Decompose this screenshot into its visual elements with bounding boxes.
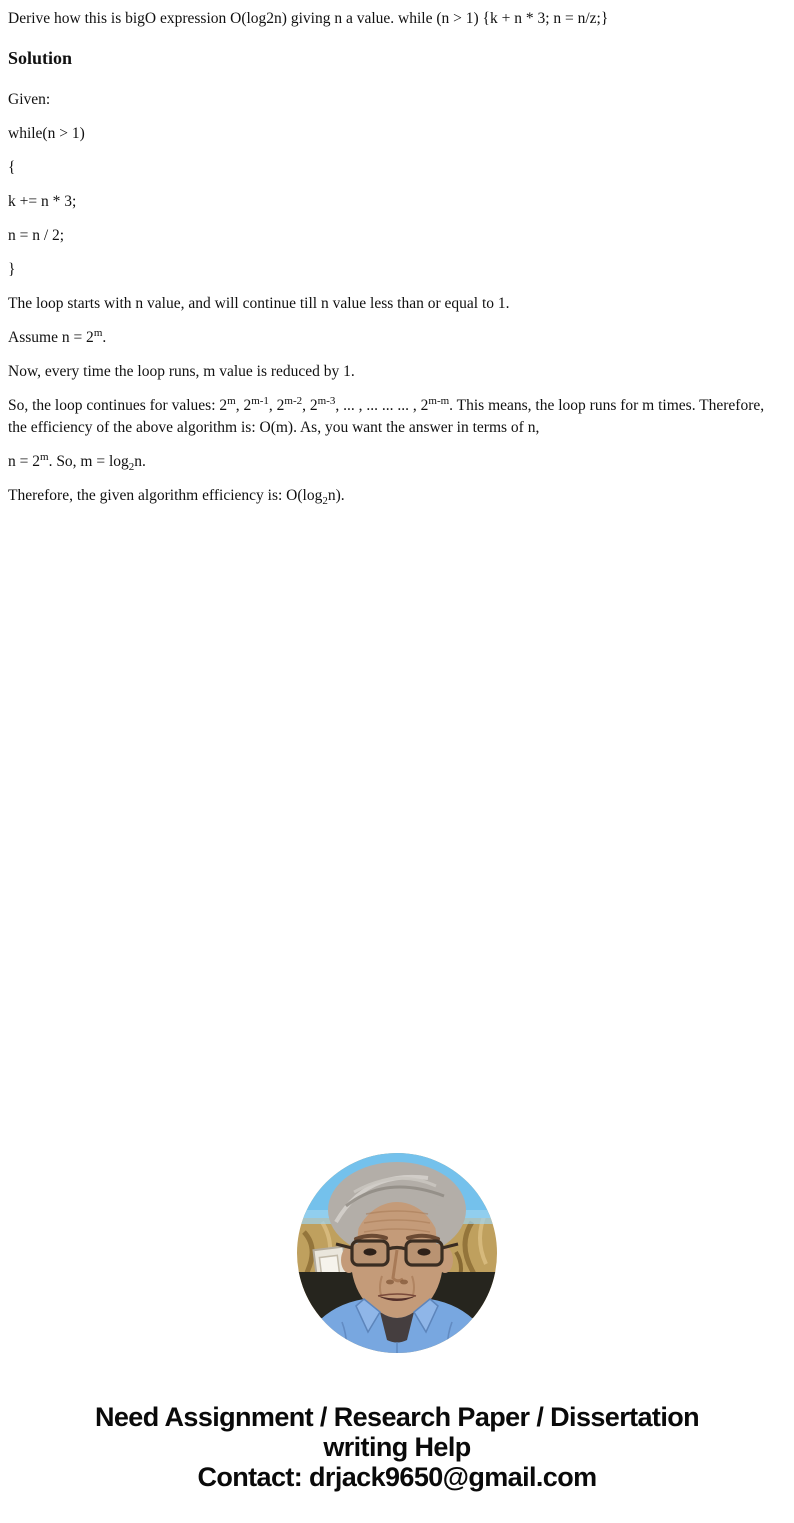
paragraphs <box>8 89 786 507</box>
footer-line-1: Need Assignment / Research Paper / Dissertation <box>94 1402 700 1432</box>
paragraph: Assume $n = 2^m$. <box>8 326 107 346</box>
profile-photo <box>296 1152 498 1354</box>
paragraph: So, the loop continues for values: 2$^m$, 2$^{m-1}$, 2$^{m-2}$, 2$^{m-3}$, ... , ... ... ... , 2$^{m-m}$. This means, the loop runs for m times. Therefore, the efficiency of the above algorithm is: O(m). As, you want the answer in terms of n, <box>8 394 765 436</box>
solution-heading: Solution <box>8 48 73 68</box>
profile-photo-image <box>296 1152 498 1354</box>
question-text: Derive how this is bigO expression O(log2n) giving n a value. while (n > 1) {k + n * 3; n = n/z;} <box>8 10 609 27</box>
paragraph: { <box>8 159 16 176</box>
paragraph: n = n / 2; <box>8 227 65 244</box>
paragraph: Given: <box>8 91 51 108</box>
paragraph: Therefore, the given algorithm efficiency is: $O(\log_2n)$. <box>8 487 345 508</box>
paragraph: } <box>8 261 16 278</box>
paragraph: $n = 2^m$. So, $m = \log_2n$. <box>8 450 146 474</box>
footer-line-2: writing Help <box>323 1432 471 1462</box>
footer-contact-email: Contact: drjack9650@gmail.com <box>197 1462 597 1492</box>
paragraph: Now, every time the loop runs, m value is reduced by 1. <box>8 363 355 380</box>
paragraph: k += n * 3; <box>8 193 77 210</box>
paragraph: The loop starts with n value, and will continue till n value less than or equal to 1. <box>8 295 510 312</box>
footer-promo <box>0 1402 794 1492</box>
paragraph: while(n > 1) <box>8 125 85 142</box>
solution-document <box>8 8 786 519</box>
